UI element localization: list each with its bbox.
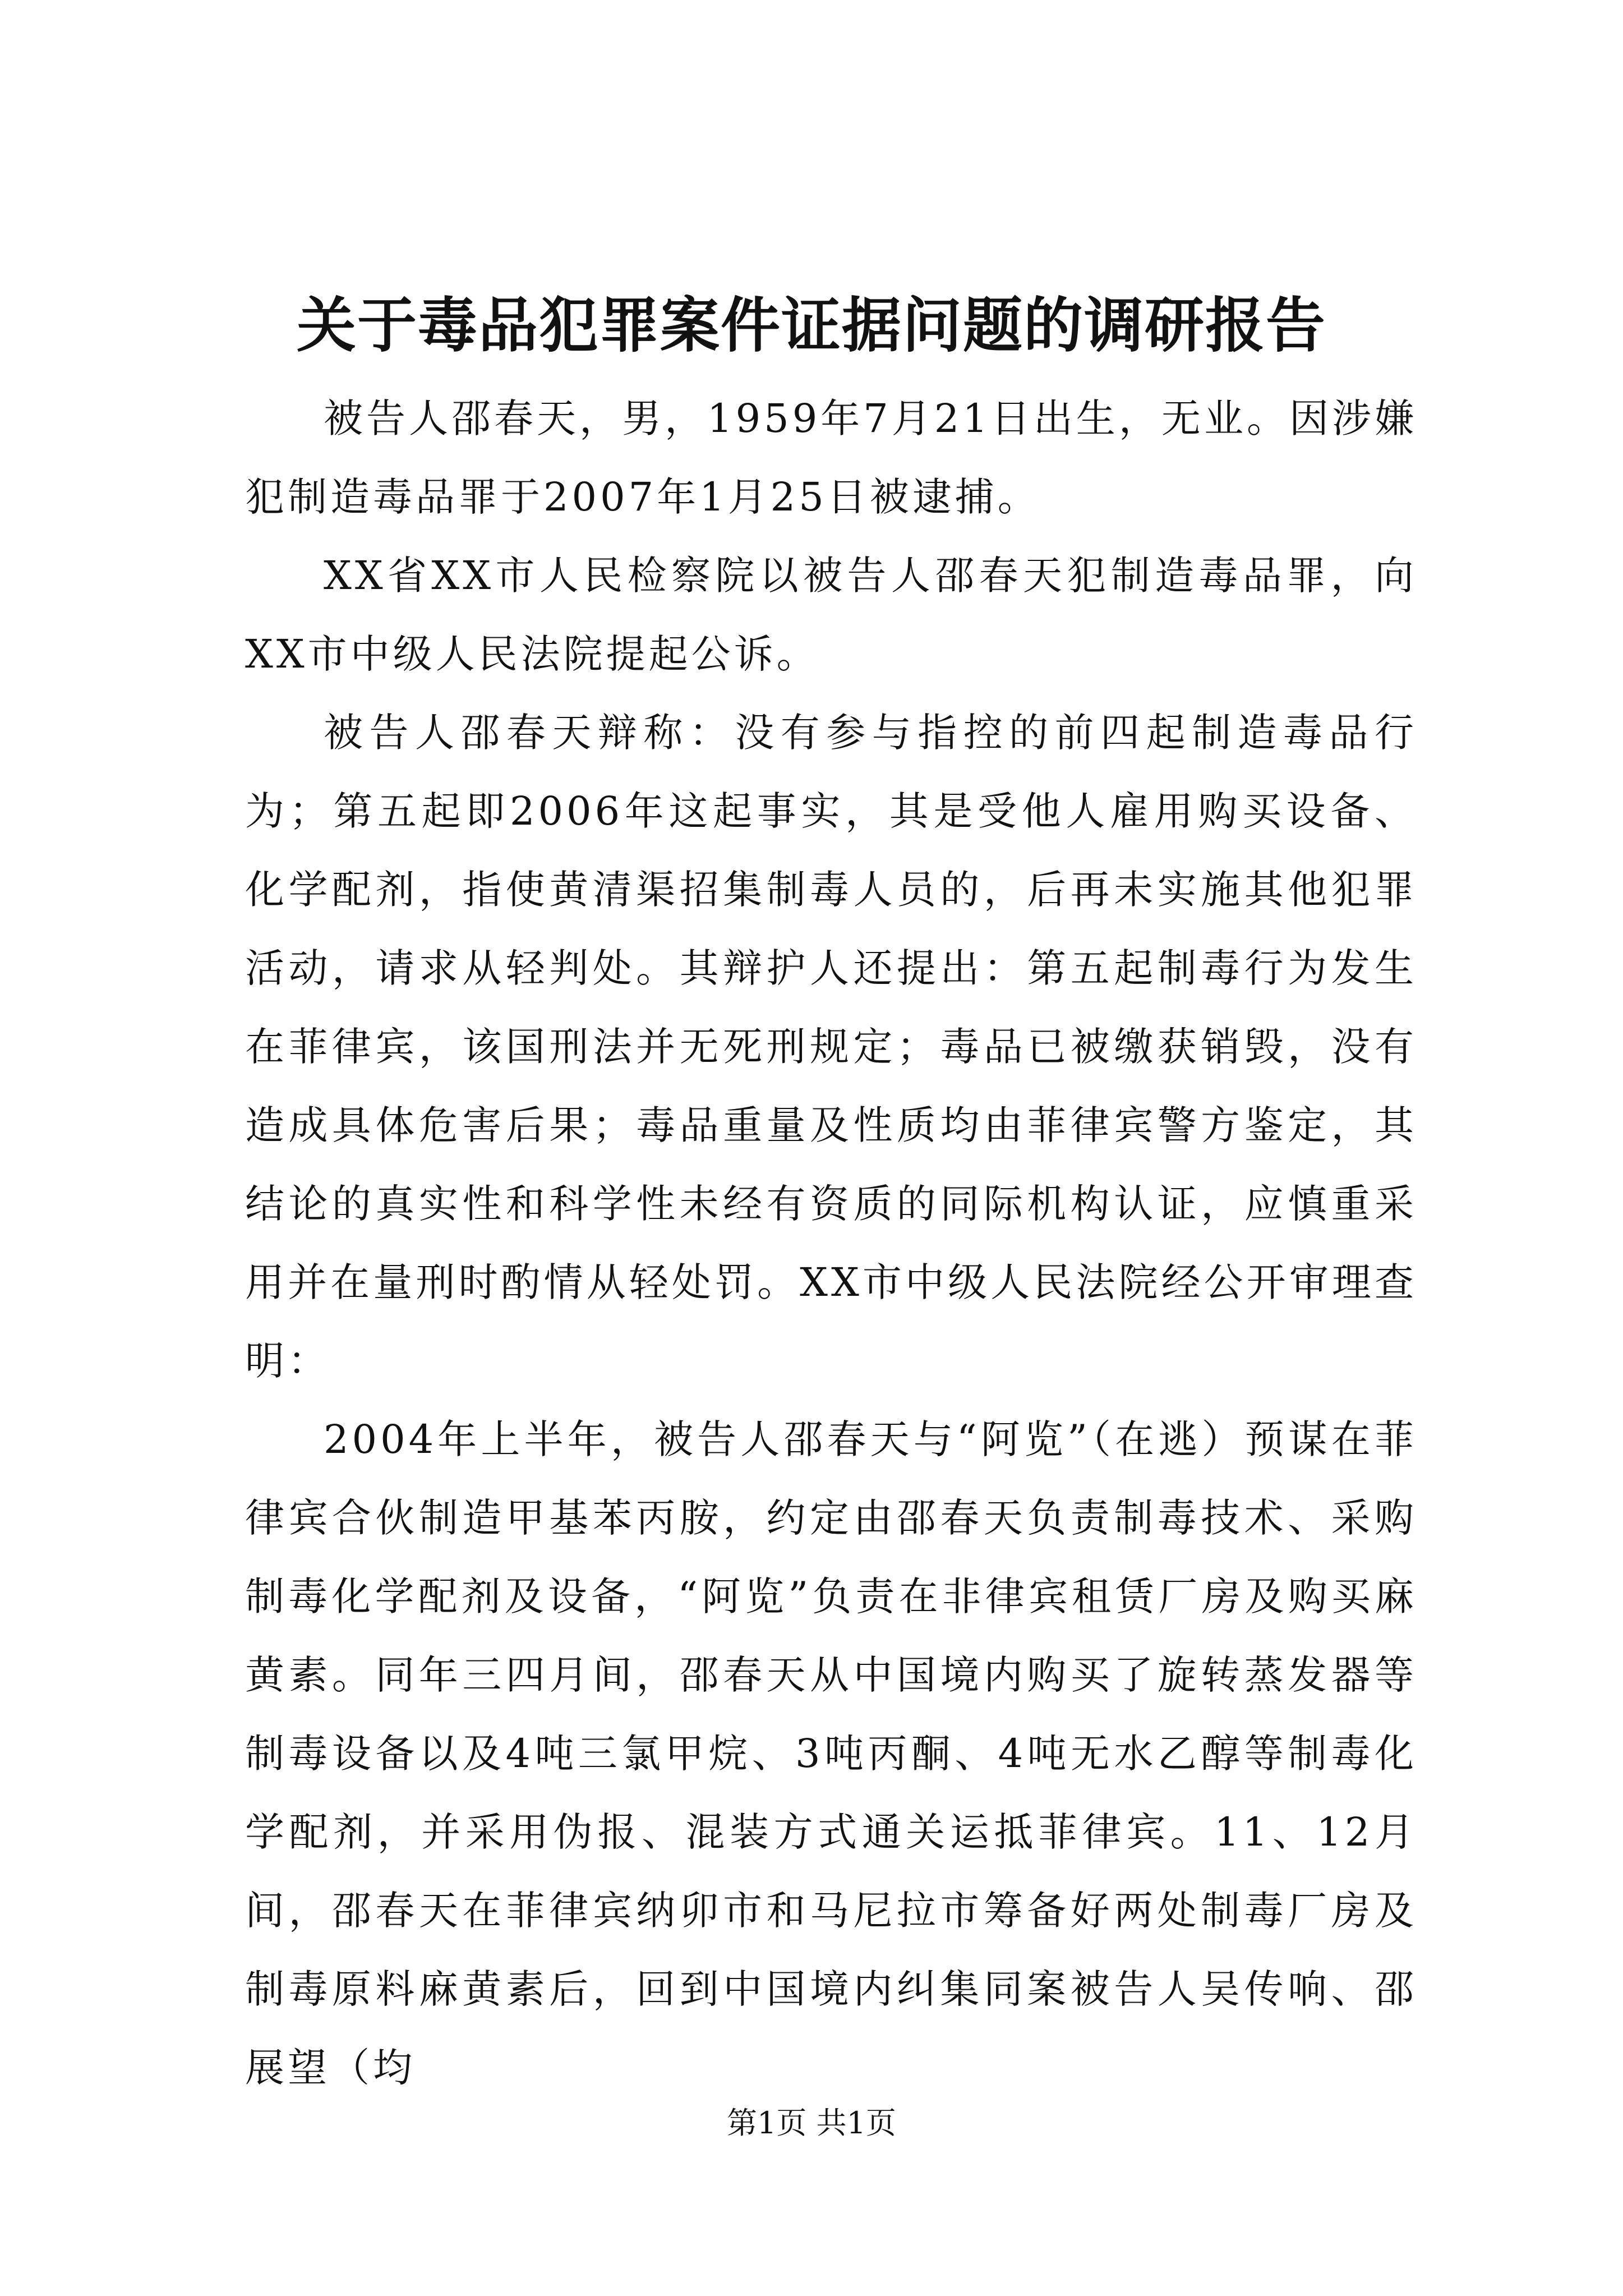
page-footer: 第1页 共1页: [727, 2105, 896, 2141]
paragraph-defendant-info: 被告人邵春天，男，1959年7月21日出生，无业。因涉嫌犯制造毒品罪于2007年1月25日被逮捕。: [245, 395, 1417, 520]
paragraph-defense-argument: 被告人邵春天辩称：没有参与指控的前四起制造毒品行为；第五起即2006年这起事实，其是受他人雇用购买设备、化学配剂，指使黄清渠招集制毒人员的，后再未实施其他犯罪活动，请求从轻判处。其辩护人还提出：第五起制毒行为发生在菲律宾，该国刑法并无死刑规定；毒品已被缴获销毁，没有造成具体危害后果；毒品重量及性质均由菲律宾警方鉴定，其结论的真实性和科学性未经有资质的同际机构认证，应慎重采用并在量刑时酌情从轻处罚。XX市中级人民法院经公开审理查明：: [245, 710, 1417, 1384]
paragraph-facts: 2004年上半年，被告人邵春天与“阿览”（在逃）预谋在菲律宾合伙制造甲基苯丙胺，约定由邵春天负责制毒技术、采购制毒化学配剂及设备，“阿览”负责在非律宾租赁厂房及购买麻黄素。同年三四月间，邵春天从中国境内购买了旋转蒸发器等制毒设备以及4吨三氯甲烷、3吨丙酮、4吨无水乙醇等制毒化学配剂，并采用伪报、混装方式通关运抵菲律宾。11、12月间，邵春天在菲律宾纳卯市和马尼拉市筹备好两处制毒厂房及制毒原料麻黄素后，回到中国境内纠集同案被告人吴传响、邵展望（均: [245, 1416, 1417, 2091]
document-title: 关于毒品犯罪案件证据问题的调研报告: [297, 290, 1326, 360]
document-body: [245, 379, 1417, 2107]
paragraph-prosecution: XX省XX市人民检察院以被告人邵春天犯制造毒品罪，向XX市中级人民法院提起公诉。: [245, 553, 1417, 677]
